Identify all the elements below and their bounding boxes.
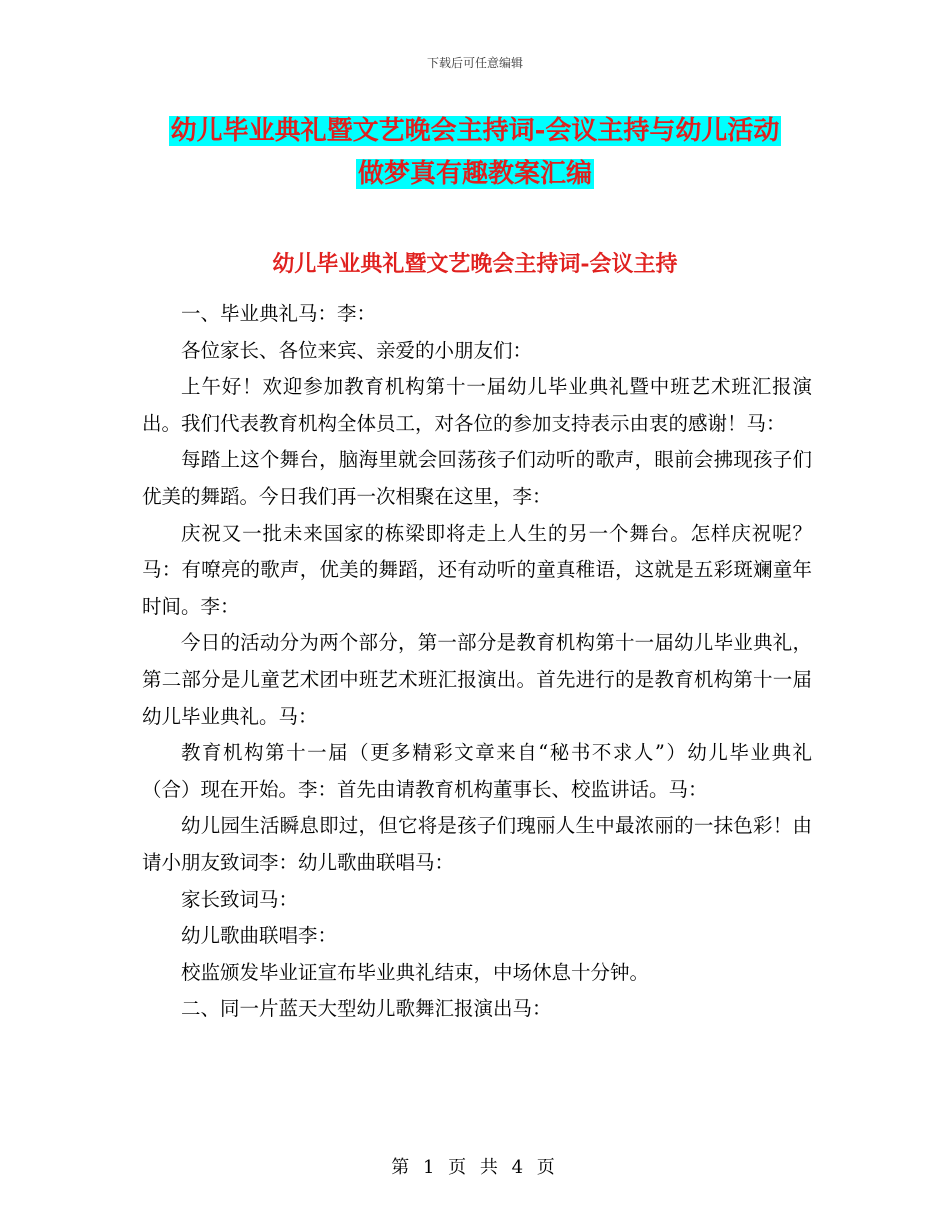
paragraph: 二、同一片蓝天大型幼儿歌舞汇报演出马：: [181, 997, 552, 1021]
paragraph: 上午好！欢迎参加教育机构第十一届幼儿毕业典礼暨中班艺术班汇报演出。我们代表教育机构全体员工，对各位的参加支持表示由衷的感谢！马：: [142, 375, 812, 435]
title-line-1-text: 幼儿毕业典礼暨文艺晚会主持词-会议主持与幼儿活动: [170, 116, 780, 146]
paragraph: 各位家长、各位来宾、亲爱的小朋友们：: [181, 338, 533, 362]
title-line-2-text: 做梦真有趣教案汇编: [357, 159, 592, 189]
document-title-line-1: [0, 112, 950, 150]
paragraph: 校监颁发毕业证宣布毕业典礼结束，中场休息十分钟。: [181, 960, 650, 984]
paragraph: 今日的活动分为两个部分，第一部分是教育机构第十一届幼儿毕业典礼，第二部分是儿童艺术团中班艺术班汇报演出。首先进行的是教育机构第十一届幼儿毕业典礼。马：: [142, 631, 812, 728]
paragraph: 幼儿园生活瞬息即过，但它将是孩子们瑰丽人生中最浓丽的一抹色彩！由请小朋友致词李：幼儿歌曲联唱马：: [142, 814, 812, 874]
header-note: 下载后可任意编辑: [426, 56, 523, 70]
paragraph: 幼儿歌曲联唱李：: [181, 924, 338, 948]
document-body: [142, 296, 812, 1028]
document-title-line-2: [0, 155, 950, 193]
paragraph: 教育机构第十一届（更多精彩文章来自“秘书不求人”）幼儿毕业典礼（合）现在开始。李：首先由请教育机构董事长、校监讲话。马：: [142, 741, 812, 801]
paragraph: 家长致词马：: [181, 887, 299, 911]
paragraph: 一、毕业典礼马：李：: [181, 302, 377, 325]
section-title: 幼儿毕业典礼暨文艺晚会主持词-会议主持: [272, 251, 678, 277]
paragraph: 庆祝又一批未来国家的栋梁即将走上人生的另一个舞台。怎样庆祝呢？马：有嘹亮的歌声，优美的舞蹈，还有动听的童真稚语，这就是五彩斑斓童年时间。李：: [142, 521, 812, 618]
paragraph: 每踏上这个舞台，脑海里就会回荡孩子们动听的歌声，眼前会拂现孩子们优美的舞蹈。今日我们再一次相聚在这里，李：: [142, 448, 812, 508]
page-number: 第 1 页 共 4 页: [391, 1157, 559, 1178]
